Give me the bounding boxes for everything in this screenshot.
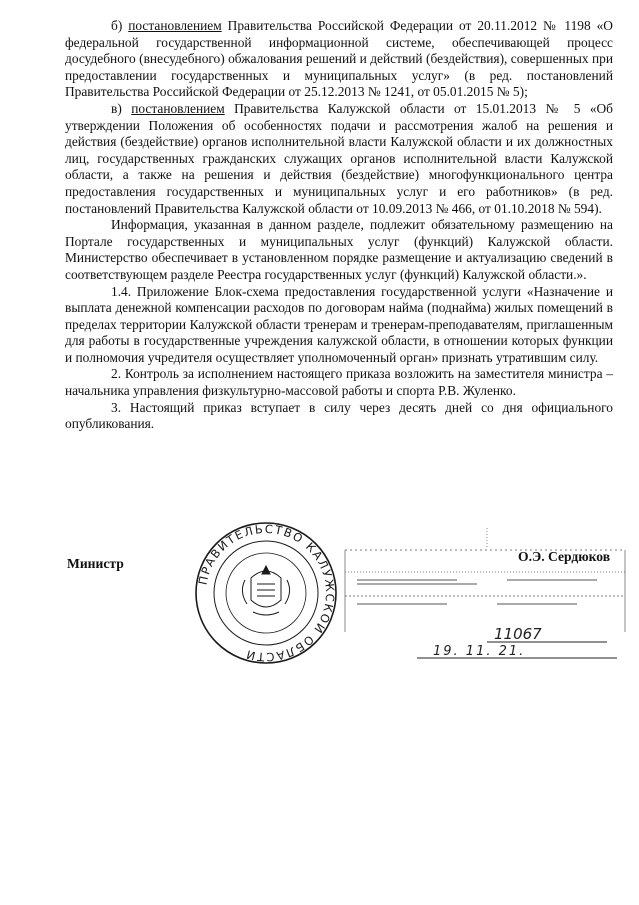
signatory-position: Министр: [67, 556, 124, 571]
registration-stamp: [337, 520, 633, 680]
paragraph-b-text: Правительства Российской Федерации от 20.11.2012 № 1198 «О федеральной государственной информационной системе, обеспечивающей процесс досудебного (внесудебного) обжалования решений и действий (бездействия), совершенных при предоставлении государственных и муниципальных услуг» (в ред. постановлений Правительства Российской Федерации от 25.12.2013 № 1241, от 05.01.2015 № 5);: [65, 18, 613, 100]
paragraph-1-4: 1.4. Приложение Блок-схема предоставления государственной услуги «Назначение и выплата денежной компенсации расходов по договорам найма (поднайма) жилых помещений в пределах территории Калужской области тренерам и тренерам-преподавателям, приглашенным для работы в государственные учреждения калужской области, в отношении которых функции и полномочия учредителя осуществляет уполномоченный орган» признать утратившим силу.: [65, 283, 613, 365]
official-seal-icon: [193, 520, 339, 666]
registration-date: 19. 11. 21.: [433, 644, 526, 659]
signatory-name: О.Э. Сердюков: [518, 549, 611, 564]
registration-number: 11067: [494, 625, 542, 643]
paragraph-v-text: Правительства Калужской области от 15.01.2013 № 5 «Об утверждении Положения об особенностях подачи и рассмотрения жалоб на решения и действия (бездействие) органов исполнительной власти Калужской области и их должностных лиц, государственных гражданских служащих органов исполнительной власти Калужской области, а также на решения и действия (бездействие) многофункционального центра предоставления государственных и муниципальных услуг и его работников» (в ред. постановлений Правительства Калужской области от 10.09.2013 № 466, от 01.10.2018 № 594).: [65, 100, 613, 216]
list-marker-b: б): [111, 18, 123, 33]
document-body: [65, 18, 613, 433]
paragraph-3: 3. Настоящий приказ вступает в силу через десять дней со дня официального опубликования.: [65, 399, 613, 432]
paragraph-2: 2. Контроль за исполнением настоящего приказа возложить на заместителя министра – начальника управления физкультурно-массовой работы и спорта Р.В. Жуленко.: [65, 366, 613, 399]
link-postanovleniem-b[interactable]: постановлением: [128, 18, 222, 33]
list-marker-v: в): [111, 100, 122, 116]
paragraph-info: Информация, указанная в данном разделе, подлежит обязательному размещению на Портале государственных и муниципальных услуг (функций) Калужской области. Министерство обеспечивает в установленном порядке размещение и актуализацию сведений в соответствующем разделе Реестра государственных услуг (функций) Калужской области.».: [65, 217, 613, 282]
seal-ring-text: ПРАВИТЕЛЬСТВО КАЛУЖСКОЙ ОБЛАСТИ: [195, 521, 338, 665]
link-postanovleniem-v[interactable]: постановлением: [131, 100, 225, 116]
paragraph-b: [65, 18, 613, 101]
paragraph-v: [65, 101, 613, 217]
